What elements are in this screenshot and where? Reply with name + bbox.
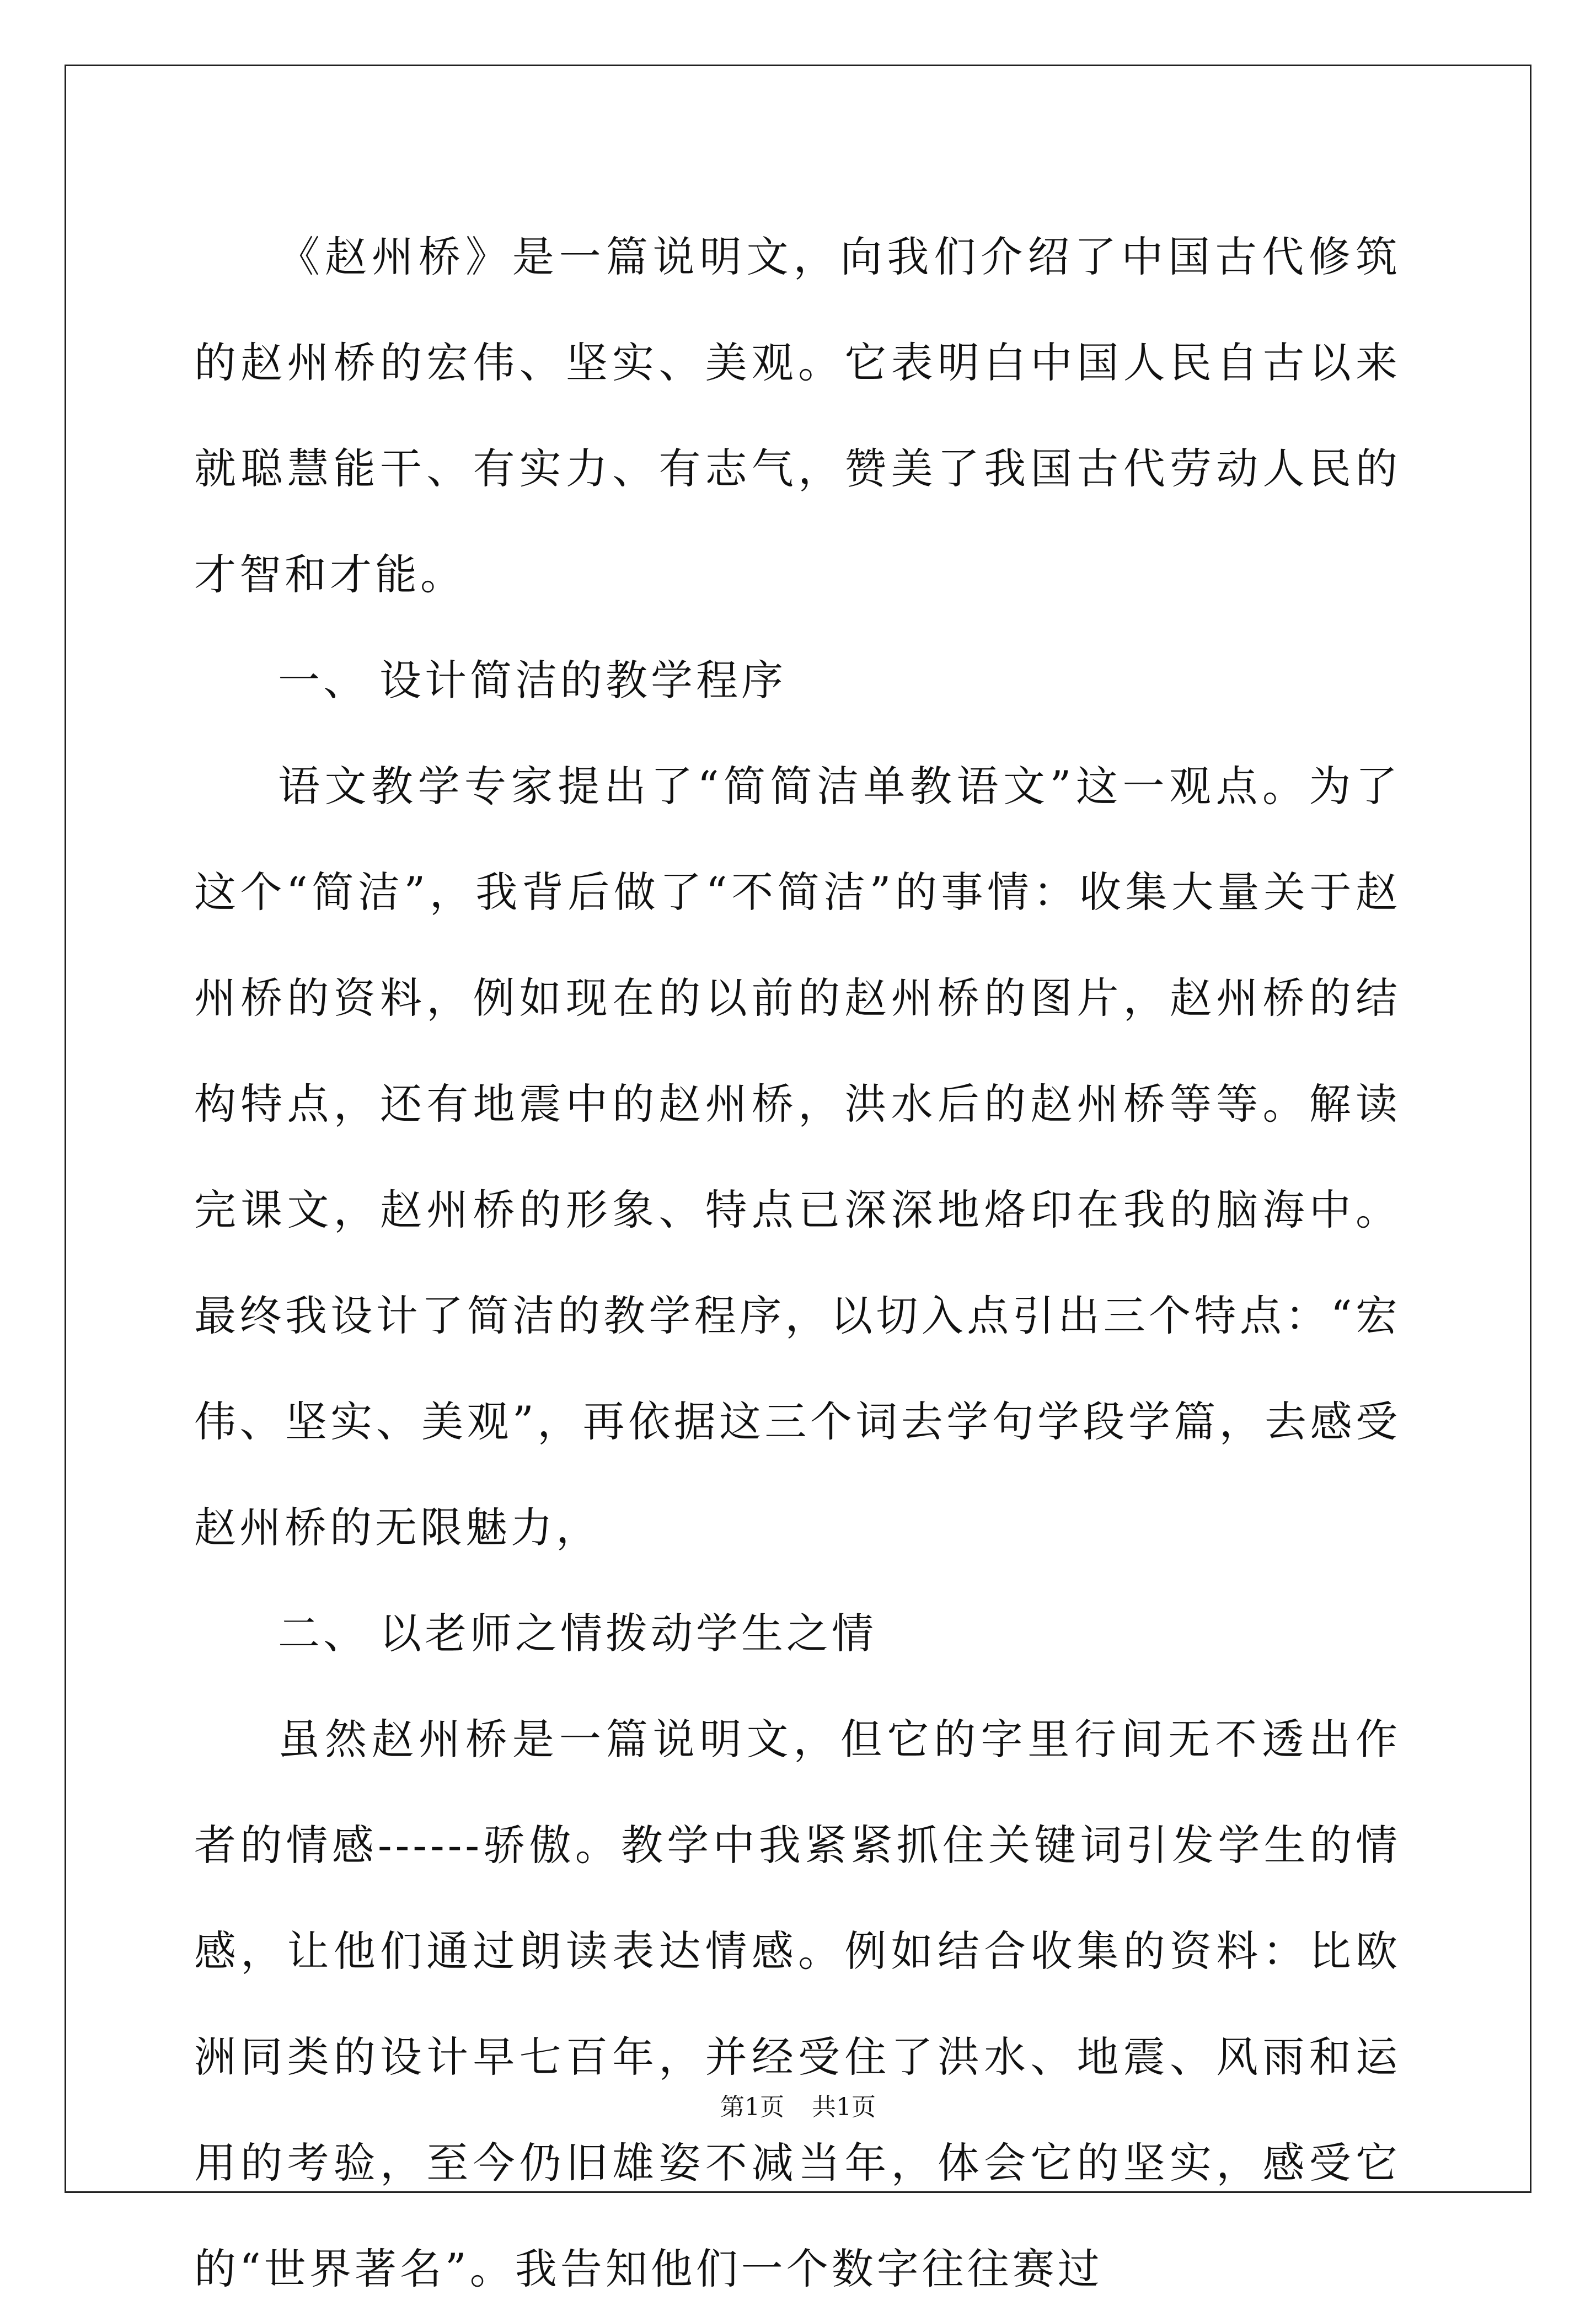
paragraph-section-2: 虽然赵州桥是一篇说明文，但它的字里行间无不透出作者的情感------骄傲。教学中我紧紧抓住关键词引发学生的情感，让他们通过朗读表达情感。例如结合收集的资料：比欧洲同类的设计早七百年，并经受住了洪水、地震、风雨和运用的考验，至今仍旧雄姿不减当年，体会它的坚实，感受它的“世界著名”。我告知他们一个数字往往赛过 [194, 1715, 1401, 2293]
section-number-1: 一、 [278, 656, 368, 705]
page-total: 共1页 [812, 2093, 876, 2121]
paragraph-section-1: 语文教学专家提出了“简简洁单教语文”这一观点。为了这个“简洁”，我背后做了“不简洁”的事情：收集大量关于赵州桥的资料，例如现在的以前的赵州桥的图片，赵州桥的结构特点，还有地震中的赵州桥，洪水后的赵州桥等等。解读完课文，赵州桥的形象、特点已深深地烙印在我的脑海中。最终我设计了简洁的教学程序，以切入点引出三个特点：“宏伟、坚实、美观”，再依据这三个词去学句学段学篇，去感受赵州桥的无限魅力， [194, 762, 1401, 1552]
section-title-1: 设计简洁的教学程序 [379, 656, 786, 705]
section-number-2: 二、 [278, 1609, 368, 1658]
paragraph-intro: 《赵州桥》是一篇说明文，向我们介绍了中国古代修筑的赵州桥的宏伟、坚实、美观。它表明白中国人民自古以来就聪慧能干、有实力、有志气，赞美了我国古代劳动人民的才智和才能。 [194, 232, 1401, 599]
section-heading-2 [194, 1581, 1401, 1687]
page-number: 第1页 [720, 2093, 784, 2121]
section-heading-1 [194, 628, 1401, 734]
document-body [194, 204, 1401, 2322]
section-title-2: 以老师之情拨动学生之情 [379, 1609, 877, 1658]
page-footer [0, 2087, 1596, 2122]
